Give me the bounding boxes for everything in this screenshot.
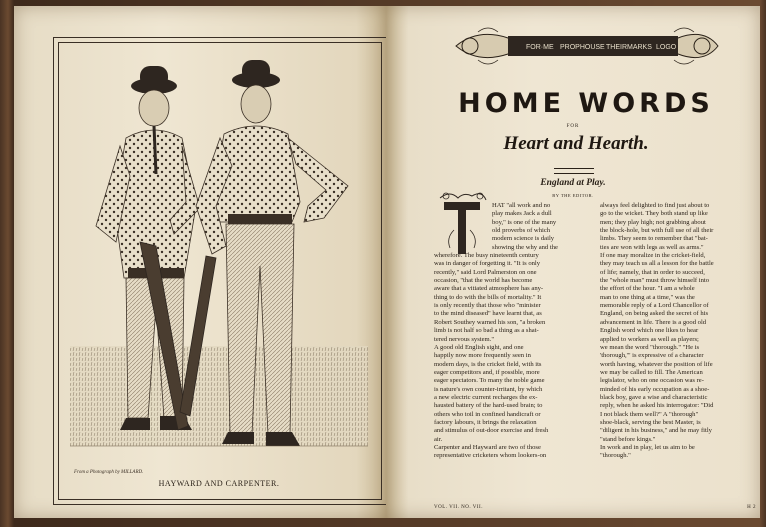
text-line: limb is not half so bad a thing as a shat- [434, 327, 539, 335]
text-line: advancement in life. There is a good old [600, 318, 707, 326]
text-line: eager competitors and, if possible, more [434, 368, 540, 376]
text-line: I not black them well?" A "thorough" [600, 410, 699, 418]
text-line: thing to do with the bills of mortality." It [434, 293, 542, 301]
text-line: "stand before kings." [600, 435, 656, 443]
text-line: representative cricketers whom lookers-on [434, 452, 547, 460]
text-line: factory labours, it brings the relaxation [434, 418, 537, 426]
text-line: aware that a vitiated atmosphere has any- [434, 285, 544, 293]
text-line: we mean the word "thorough." "He is [600, 343, 700, 351]
text-line: English word which one likes to hear [600, 327, 699, 335]
text-line: of life; namely, that in order to succeed, [600, 268, 705, 276]
text-line: tered nervous system." [434, 335, 495, 343]
text-line: modern days, is the cricket field, with its [434, 360, 542, 368]
text-line: worth having, whatever the position of life [600, 360, 713, 368]
text-line: wherefore. The busy nineteenth century [434, 252, 539, 260]
text-line: Carpenter and Hayward are two of those [434, 443, 541, 451]
text-line: black boy, gave a wise and characteristic [600, 393, 708, 401]
text-line: to the mind diseased" have learnt that, as [434, 310, 542, 318]
banner-word-4: LOGO [656, 44, 677, 51]
text-line: memorable reply of a Lord Chancellor of [600, 302, 709, 310]
text-line: the "whole man" must throw himself into [600, 277, 710, 285]
text-line: "thorough." [600, 452, 631, 460]
floral-banner [448, 18, 724, 74]
text-line: and stimulus of out-door exercise and fresh [434, 427, 549, 435]
text-line: ties are won with legs as well as arms." [600, 243, 704, 251]
article-byline: BY THE EDITOR. [552, 193, 594, 198]
article-title: England at Play. [540, 178, 606, 188]
engraving-caption: HAYWARD AND CARPENTER. [158, 479, 280, 488]
text-line: modern science is daily [492, 235, 555, 243]
text-line: happily now more frequently seen in [434, 352, 531, 360]
text-line: air. [434, 435, 443, 443]
banner-word-2: PROPHOUSE [560, 44, 605, 51]
text-line: man to one thing at a time," was the [600, 293, 695, 301]
text-line: always feel delighted to find just about to [600, 202, 710, 209]
text-line: the effort of the hour. "I am a whole [600, 285, 695, 293]
text-line: Robert Southey warned his son, "a broken [434, 318, 546, 326]
text-line: is only recently that those who "minister [434, 302, 541, 310]
text-line: If one may moralize in the cricket-field, [600, 252, 706, 260]
text-line: old proverbs of which [492, 227, 551, 235]
text-line: was in danger of forgetting it. "It is only [434, 260, 541, 268]
masthead-for: FOR [566, 124, 580, 129]
text-line: play makes Jack a dull [492, 210, 552, 218]
text-line: a new electric current recharges the ex- [434, 393, 538, 401]
text-line: limbs. They seem to remember that "bat- [600, 235, 708, 243]
text-line: applied to workers as well as players; [600, 335, 699, 343]
article-column-2 [600, 202, 756, 461]
text-line: we may be called to fill. The American [600, 368, 703, 376]
text-line: eager spectators. To many the noble game [434, 377, 545, 385]
text-line: 'thorough,'" is expressive of a character [600, 352, 704, 360]
text-line: HAT "all work and no [492, 202, 551, 209]
text-line: showing the why and the [492, 243, 558, 251]
text-line: minded of his early occupation as a shoe- [600, 385, 710, 393]
text-line: hausted battery of the hard-used brain; to [434, 402, 543, 410]
text-line: men; they play high; not grabbing about [600, 218, 706, 226]
text-line: England, on being asked the secret of his [600, 310, 709, 318]
text-line: legislator, who on one occasion was re- [600, 377, 704, 385]
text-line: is nature's own counter-irritant, by which [434, 385, 543, 393]
text-line: recently," said Lord Palmerston on one [434, 268, 537, 276]
title-rule [554, 168, 594, 174]
masthead-title: HOME WORDS [458, 88, 714, 119]
text-line: "diligent in his business," and he may fitly [600, 427, 712, 435]
text-line: shoe-black, serving the best Master, is [600, 418, 701, 426]
footer-volume: VOL. VII. NO. VII. [434, 505, 483, 510]
text-line: A good old English sight, and one [434, 343, 524, 351]
text-line: boy," is one of the many [492, 218, 557, 226]
article-column-1 [434, 202, 594, 461]
text-line: reply, when he asked his interrogator: "Did [600, 402, 714, 410]
right-page [386, 6, 760, 518]
left-page [14, 6, 386, 518]
banner-word-1: FOR·ME [526, 44, 554, 51]
text-line: go to the wicket. They both stand up like [600, 210, 708, 218]
cricketers-engraving [60, 46, 378, 466]
text-line: occasion, "that the world has become [434, 277, 533, 285]
footer-signature: H 2 [747, 505, 756, 510]
banner-word-3: THEIRMARKS [606, 44, 652, 51]
engraving-credit: From a Photograph by MILLARD. [74, 470, 144, 475]
text-line: they may teach us all a lesson for the battle [600, 260, 714, 268]
text-line: others who toil in confined handicraft or [434, 410, 541, 418]
masthead-subtitle: Heart and Hearth. [503, 133, 649, 154]
text-line: In work and in play, let us aim to be [600, 443, 695, 451]
text-line: the block-hole, but with full use of all their [600, 227, 714, 235]
